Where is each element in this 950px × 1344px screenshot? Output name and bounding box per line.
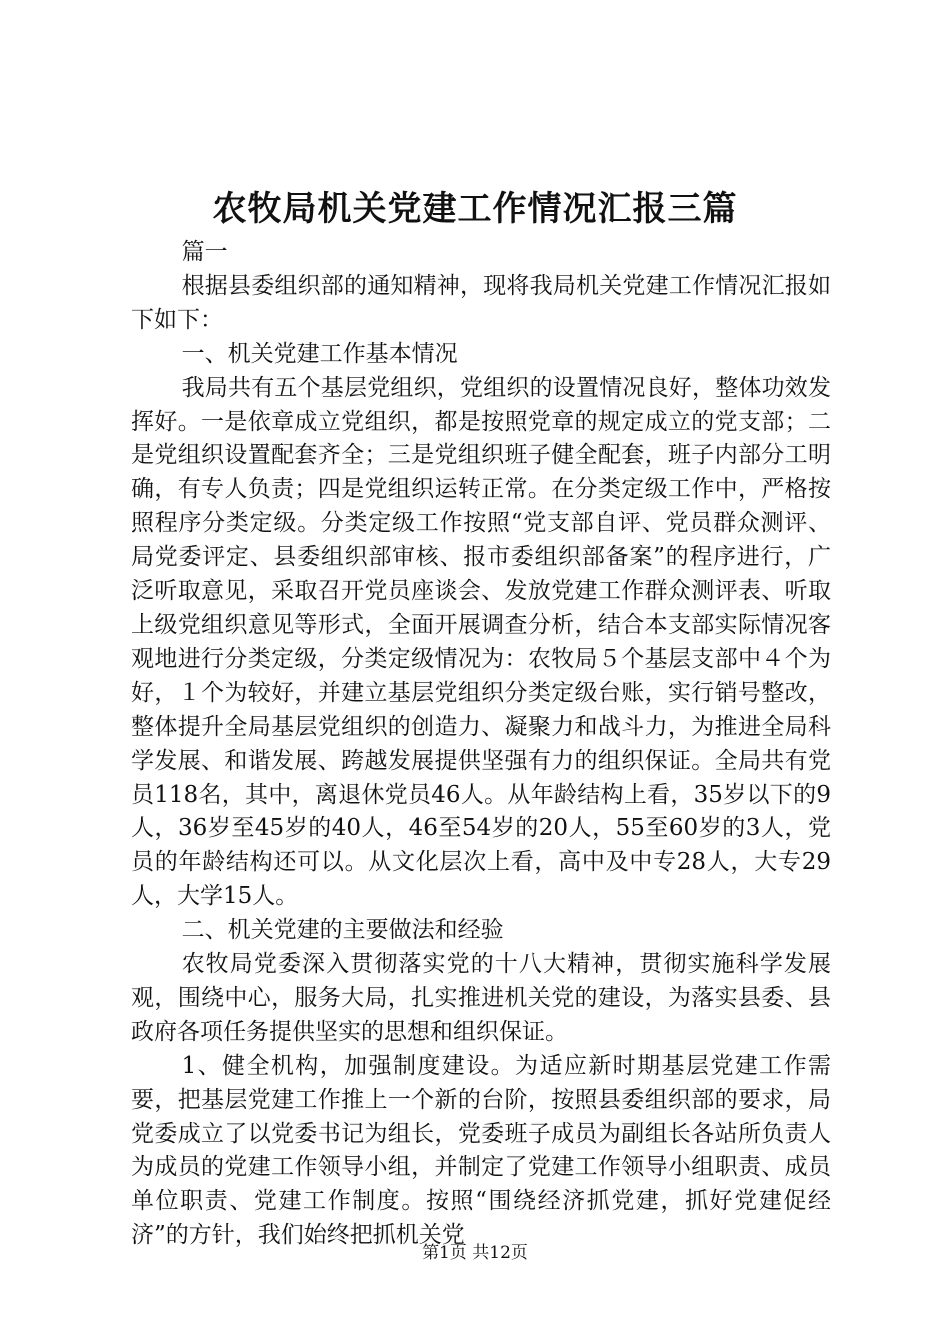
page-footer: 第1页 共12页 [422,1243,528,1263]
intro-paragraph: 根据县委组织部的通知精神，现将我局机关党建工作情况汇报如下如下： [131,272,831,333]
institution-building-paragraph: 1、健全机构，加强制度建设。为适应新时期基层党建工作需要，把基层党建工作推上一个新的台阶，按照县委组织部的要求，局党委成立了以党委书记为组长，党委班子成员为副组长各站所负责人为成员的党建工作领导小组，并制定了党建工作领导小组职责、成员单位职责、党建工作制度。按照“围绕经济抓党建，抓好党建促经济”的方针，我们始终把抓机关党 [131,1052,831,1249]
section-heading-main-practices: 二、机关党建的主要做法和经验 [181,917,504,944]
section-heading-part-one: 篇一 [181,239,228,265]
main-practices-paragraph: 农牧局党委深入贯彻落实党的十八大精神，贯彻实施科学发展观，围绕中心，服务大局，扎实推进机关党的建设，为落实县委、县政府各项任务提供坚实的思想和组织保证。 [131,951,831,1045]
basic-situation-paragraph: 我局共有五个基层党组织，党组织的设置情况良好，整体功效发挥好。一是依章成立党组织，都是按照党章的规定成立的党支部；二是党组织设置配套齐全；三是党组织班子健全配套，班子内部分工明确，有专人负责；四是党组织运转正常。在分类定级工作中，严格按照程序分类定级。分类定级工作按照“党支部自评、党员群众测评、局党委评定、县委组织部审核、报市委组织部备案”的程序进行，广泛听取意见，采取召开党员座谈会、发放党建工作群众测评表、听取上级党组织意见等形式，全面开展调查分析，结合本支部实际情况客观地进行分类定级，分类定级情况为：农牧局５个基层支部中４个为好，１个为较好，并建立基层党组织分类定级台账，实行销号整改，整体提升全局基层党组织的创造力、凝聚力和战斗力，为推进全局科学发展、和谐发展、跨越发展提供坚强有力的组织保证。全局共有党员118名，其中，离退休党员46人。从年龄结构上看，35岁以下的9人，36岁至45岁的40人，46至54岁的20人，55至60岁的3人，党员的年龄结构还可以。从文化层次上看，高中及中专28人，大专29人，大学15人。 [131,374,831,910]
document-title: 农牧局机关党建工作情况汇报三篇 [212,189,738,229]
document-body [131,236,831,1253]
section-heading-basic-situation: 一、机关党建工作基本情况 [181,340,458,367]
